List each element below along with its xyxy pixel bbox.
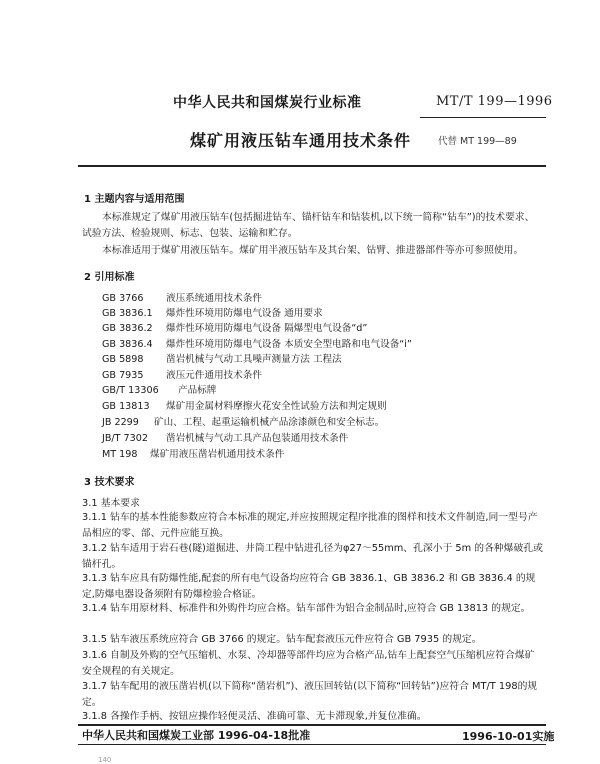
clause-3-1-3: 3.1.3 钻车应具有防爆性能,配套的所有电气设备均应符合 GB 3836.1、GB 3836.2 和 GB 3836.4 的规定,防爆电器设备须附有防爆检验合格证。	[82, 573, 536, 600]
section-1-paragraph-1: 本标准规定了煤矿用液压钻车(包括掘进钻车、锚杆钻车和钻装机,以下统一简称“钻车”)的技术要求、试验方法、检验规则、标志、包装、运输和贮存。	[82, 212, 535, 239]
section-1-heading: 1 主题内容与适用范围	[84, 194, 185, 205]
page-number: 140	[98, 756, 112, 764]
title-divider	[78, 165, 546, 167]
reference-item: GB/T 13306 产品标牌	[102, 385, 217, 396]
section-3-heading: 3 技术要求	[84, 477, 135, 488]
footer-divider	[78, 724, 546, 726]
clause-3-1-8: 3.1.8 各操作手柄、按钮应操作轻便灵活、准确可靠、无卡滞现象,并复位准确。	[82, 711, 427, 722]
reference-item: GB 5898 凿岩机械与气动工具噪声测量方法 工程法	[102, 354, 342, 365]
clause-3-1-7: 3.1.7 钻车配用的液压凿岩机(以下简称“凿岩机”)、液压回转钻(以下简称“回转钻”)应符合 MT/T 198的规定。	[82, 681, 538, 708]
reference-item: GB 3836.2 爆炸性环境用防爆电气设备 隔爆型电气设备“d”	[102, 323, 368, 334]
reference-item: GB 3836.1 爆炸性环境用防爆电气设备 通用要求	[102, 308, 323, 319]
issuer-approval: 中华人民共和国煤炭工业部 1996-04-18批准	[82, 729, 311, 742]
clause-3-1-2: 3.1.2 钻车适用于岩石巷(隧)道掘进、井筒工程中钻进孔径为φ27～55mm、孔深小于 5m 的各种爆破孔或锚杆孔。	[82, 543, 543, 570]
standard-code: MT/T 199—1996	[436, 94, 553, 109]
replaces-note: 代替 MT 199—89	[438, 136, 517, 147]
reference-item: GB 13813 煤矿用金属材料摩擦火花安全性试验方法和判定规则	[102, 401, 387, 412]
footer-rule	[78, 744, 546, 745]
reference-item: GB 7935 液压元件通用技术条件	[102, 370, 262, 381]
reference-item: MT 198 煤矿用液压凿岩机通用技术条件	[102, 449, 285, 460]
section-2-heading: 2 引用标准	[84, 272, 135, 283]
effective-date: 1996-10-01实施	[462, 730, 555, 743]
section-1-paragraph-2: 本标准适用于煤矿用液压钻车。煤矿用半液压钻车及其台架、钻臂、推进器部件等亦可参照使用。	[102, 245, 524, 256]
reference-item: GB 3766 液压系统通用技术条件	[102, 293, 262, 304]
clause-3-1-4: 3.1.4 钻车用原材料、标准件和外购件均应合格。钻车部件为铝合金制品时,应符合 GB 13813 的规定。	[82, 603, 531, 614]
reference-item: GB 3836.4 爆炸性环境用防爆电气设备 本质安全型电路和电气设备“i”	[102, 339, 412, 350]
clause-3-1-6: 3.1.6 自制及外购的空气压缩机、水泵、冷却器等部件均应为合格产品,钻车上配套空气压缩机应符合煤矿安全规程的有关规定。	[82, 650, 535, 677]
page-title: 煤矿用液压钻车通用技术条件	[190, 131, 412, 150]
reference-item: JB 2299 矿山、工程、起重运输机械产品涂漆颜色和安全标志。	[102, 417, 385, 428]
clause-3-1: 3.1 基本要求	[82, 498, 140, 509]
clause-3-1-5: 3.1.5 钻车液压系统应符合 GB 3766 的规定。钻车配套液压元件应符合 GB 7935 的规定。	[82, 634, 482, 645]
clause-3-1-1: 3.1.1 钻车的基本性能参数应符合本标准的规定,并应按照规定程序批准的图样和技术文件制造,同一型号产品相应的零、部、元件应能互换。	[82, 512, 538, 539]
reference-item: JB/T 7302 凿岩机械与气动工具产品包装通用技术条件	[102, 433, 349, 444]
standard-organization: 中华人民共和国煤炭行业标准	[173, 95, 362, 111]
header-rule	[420, 117, 546, 118]
